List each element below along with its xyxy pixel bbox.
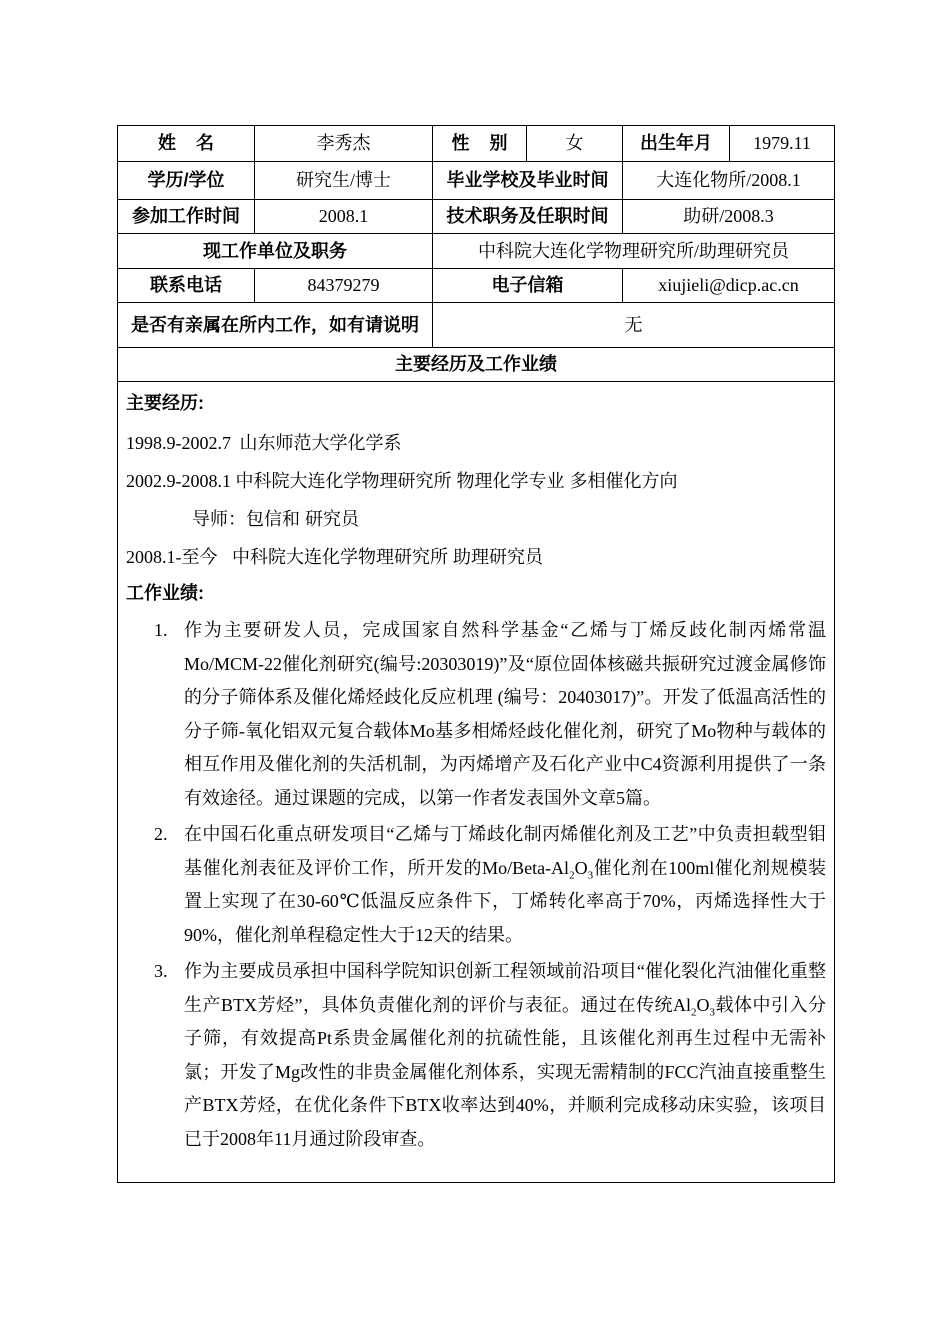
- achievement-text: 在中国石化重点研发项目“乙烯与丁烯歧化制丙烯催化剂及工艺”中负责担载型钼基催化剂表征及评价工作，所开发的$Mo/Beta-Al_2O_3$催化剂在100ml催化剂规模装置上实现了在30-60℃低温反应条件下，丁烯转化率高于70%，丙烯选择性大于90%，催化剂单程稳定性大于12天的结果。: [184, 824, 826, 945]
- experience-item: [126, 544, 826, 570]
- experience-text: 山东师范大学化学系: [239, 433, 402, 453]
- achievement-text: 作为主要成员承担中国科学院知识创新工程领域前沿项目“催化裂化汽油催化重整生产BTX芳烃”，具体负责催化剂的评价与表征。通过在传统$Al_2O_3$载体中引入分子筛，有效提高Pt系贵金属催化剂的抗硫性能，且该催化剂再生过程中无需补氯；开发了Mg改性的非贵金属催化剂体系，实现无需精制的FCC汽油直接重整生产BTX芳烃，在优化条件下BTX收率达到40%，并顺利完成移动床实验，该项目已于2008年11月通过阶段审查。: [184, 961, 826, 1149]
- title-label: 技术职务及任职时间: [433, 200, 623, 234]
- gender-value: 女: [527, 126, 623, 162]
- unit-value: 中科院大连化学物理研究所/助理研究员: [433, 234, 835, 269]
- achievement-number: 2.: [154, 824, 168, 844]
- degree-label: 学历/学位: [118, 162, 255, 200]
- experience-date: 1998.9-2002.7: [126, 433, 231, 453]
- experience-text: 中科院大连化学物理研究所 助理研究员: [232, 547, 543, 567]
- experience-date: 2002.9-2008.1: [126, 471, 231, 491]
- achievement-number: 3.: [154, 961, 168, 981]
- experience-item: [126, 506, 826, 532]
- email-label: 电子信箱: [433, 269, 623, 303]
- experience-text: 中科院大连化学物理研究所 物理化学专业 多相催化方向: [235, 471, 678, 491]
- relatives-value: 无: [433, 303, 835, 348]
- unit-label: 现工作单位及职务: [118, 234, 433, 269]
- info-table: [117, 125, 835, 1183]
- work-start-label: 参加工作时间: [118, 200, 255, 234]
- experience-item: [126, 468, 826, 494]
- gender-label: 性 别: [433, 126, 527, 162]
- experience-body: [118, 382, 835, 1183]
- degree-value: 研究生/博士: [255, 162, 433, 200]
- name-value: 李秀杰: [255, 126, 433, 162]
- advisor-text: 导师：包信和 研究员: [192, 509, 360, 529]
- phone-value: 84379279: [255, 269, 433, 303]
- birth-value: 1979.11: [730, 126, 835, 162]
- achievement-item: [126, 818, 826, 952]
- resume-form: [117, 125, 834, 1183]
- work-start-value: 2008.1: [255, 200, 433, 234]
- email-value: xiujieli@dicp.ac.cn: [623, 269, 835, 303]
- achievement-number: 1.: [154, 620, 168, 640]
- title-value: 助研/2008.3: [623, 200, 835, 234]
- achievements-list: [126, 614, 826, 1156]
- name-label: 姓 名: [118, 126, 255, 162]
- relatives-label: 是否有亲属在所内工作，如有请说明: [118, 303, 433, 348]
- school-label: 毕业学校及毕业时间: [433, 162, 623, 200]
- achievement-item: [126, 955, 826, 1156]
- section-title: 主要经历及工作业绩: [118, 348, 835, 382]
- phone-label: 联系电话: [118, 269, 255, 303]
- experience-item: [126, 430, 826, 456]
- experience-heading: 主要经历:: [126, 393, 204, 413]
- achievement-text: 作为主要研发人员，完成国家自然科学基金“乙烯与丁烯反歧化制丙烯常温Mo/MCM-22催化剂研究(编号:20303019)”及“原位固体核磁共振研究过渡金属修饰的分子筛体系及催化烯烃歧化反应机理 (编号：20403017)”。开发了低温高活性的分子筛-氧化铝双元复合载体Mo基多相烯烃歧化催化剂，研究了Mo物种与载体的相互作用及催化剂的失活机制，为丙烯增产及石化产业中C4资源利用提供了一条有效途径。通过课题的完成，以第一作者发表国外文章5篇。: [184, 620, 826, 808]
- school-value: 大连化物所/2008.1: [623, 162, 835, 200]
- experience-date: 2008.1-至今: [126, 547, 218, 567]
- achievements-heading: 工作业绩:: [126, 583, 204, 603]
- birth-label: 出生年月: [623, 126, 730, 162]
- achievement-item: [126, 614, 826, 815]
